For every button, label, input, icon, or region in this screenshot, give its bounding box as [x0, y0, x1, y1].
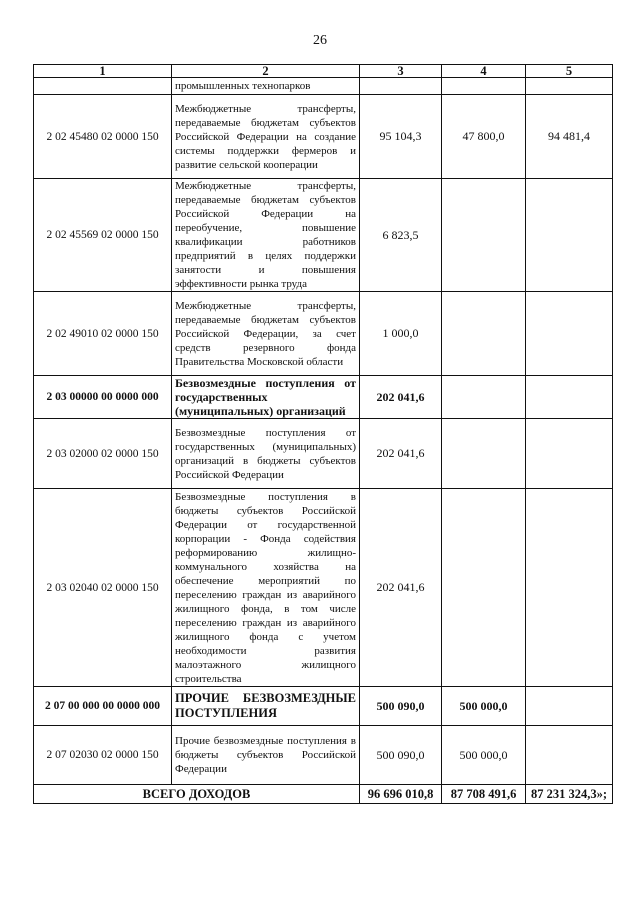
row-code: 2 07 02030 02 0000 150 — [34, 726, 172, 785]
row-value-3: 1 000,0 — [360, 292, 442, 376]
table-row — [34, 687, 613, 726]
table-row — [34, 376, 613, 419]
row-value-4 — [442, 179, 526, 292]
row-value-4: 500 000,0 — [442, 726, 526, 785]
row-code: 2 03 00000 00 0000 000 — [34, 376, 172, 419]
total-value-3: 96 696 010,8 — [360, 785, 442, 804]
row-value-3: 95 104,3 — [360, 95, 442, 179]
row-value-4 — [442, 419, 526, 489]
row-value-4: 47 800,0 — [442, 95, 526, 179]
row-code: 2 02 45569 02 0000 150 — [34, 179, 172, 292]
row-name: Безвозмездные поступления в бюджеты субъектов Российской Федерации от государственной корпорации - Фонда содействия реформированию жилищно-коммунального хозяйства на обеспечение мероприятий по переселению граждан из аварийного жилищного фонда, в том числе переселению граждан из аварийного жилищного фонда с учетом необходимости развития малоэтажного жилищного строительства — [172, 489, 360, 687]
row-name: ПРОЧИЕ БЕЗВОЗМЕЗДНЫЕ ПОСТУПЛЕНИЯ — [172, 687, 360, 726]
total-row — [34, 785, 613, 804]
row-name: Межбюджетные трансферты, передаваемые бюджетам субъектов Российской Федерации на создание системы поддержки фермеров и развитие сельской кооперации — [172, 95, 360, 179]
row-value-3: 6 823,5 — [360, 179, 442, 292]
column-header-5: 5 — [526, 65, 613, 78]
total-value-5: 87 231 324,3»; — [526, 785, 613, 804]
column-header-1: 1 — [34, 65, 172, 78]
row-code: 2 02 45480 02 0000 150 — [34, 95, 172, 179]
row-value-4 — [442, 489, 526, 687]
row-value-5 — [526, 78, 613, 95]
row-value-4 — [442, 292, 526, 376]
row-code: 2 02 49010 02 0000 150 — [34, 292, 172, 376]
row-value-5 — [526, 376, 613, 419]
page-number: 26 — [313, 33, 327, 48]
row-value-5 — [526, 292, 613, 376]
table-row — [34, 95, 613, 179]
row-value-3: 202 041,6 — [360, 376, 442, 419]
column-header-3: 3 — [360, 65, 442, 78]
row-value-3: 202 041,6 — [360, 419, 442, 489]
row-value-5 — [526, 687, 613, 726]
revenue-table — [33, 64, 613, 804]
header-row — [34, 65, 613, 78]
row-name: Безвозмездные поступления от государственных (муниципальных) организаций в бюджеты субъектов Российской Федерации — [172, 419, 360, 489]
row-value-5 — [526, 179, 613, 292]
row-value-3 — [360, 78, 442, 95]
row-value-3: 202 041,6 — [360, 489, 442, 687]
table-row — [34, 489, 613, 687]
table-row — [34, 726, 613, 785]
table-row — [34, 419, 613, 489]
row-code: 2 07 00 000 00 0000 000 — [34, 687, 172, 726]
row-value-4: 500 000,0 — [442, 687, 526, 726]
row-value-3: 500 090,0 — [360, 726, 442, 785]
total-value-4: 87 708 491,6 — [442, 785, 526, 804]
row-value-5: 94 481,4 — [526, 95, 613, 179]
table-row — [34, 179, 613, 292]
row-name: Прочие безвозмездные поступления в бюджеты субъектов Российской Федерации — [172, 726, 360, 785]
table-row — [34, 78, 613, 95]
table-row — [34, 292, 613, 376]
column-header-2: 2 — [172, 65, 360, 78]
row-value-5 — [526, 419, 613, 489]
row-value-4 — [442, 376, 526, 419]
row-value-5 — [526, 489, 613, 687]
row-name: Безвозмездные поступления от государственных (муниципальных) организаций — [172, 376, 360, 419]
total-label: ВСЕГО ДОХОДОВ — [34, 785, 360, 804]
row-value-4 — [442, 78, 526, 95]
row-code: 2 03 02040 02 0000 150 — [34, 489, 172, 687]
row-name: Межбюджетные трансферты, передаваемые бюджетам субъектов Российской Федерации на переобучение, повышение квалификации работников предприятий в целях поддержки занятости и повышения эффективности рынка труда — [172, 179, 360, 292]
column-header-4: 4 — [442, 65, 526, 78]
row-value-3: 500 090,0 — [360, 687, 442, 726]
row-value-5 — [526, 726, 613, 785]
row-code — [34, 78, 172, 95]
row-name: Межбюджетные трансферты, передаваемые бюджетам субъектов Российской Федерации, за счет средств резервного фонда Правительства Московской области — [172, 292, 360, 376]
row-code: 2 03 02000 02 0000 150 — [34, 419, 172, 489]
row-name: промышленных технопарков — [172, 78, 360, 95]
